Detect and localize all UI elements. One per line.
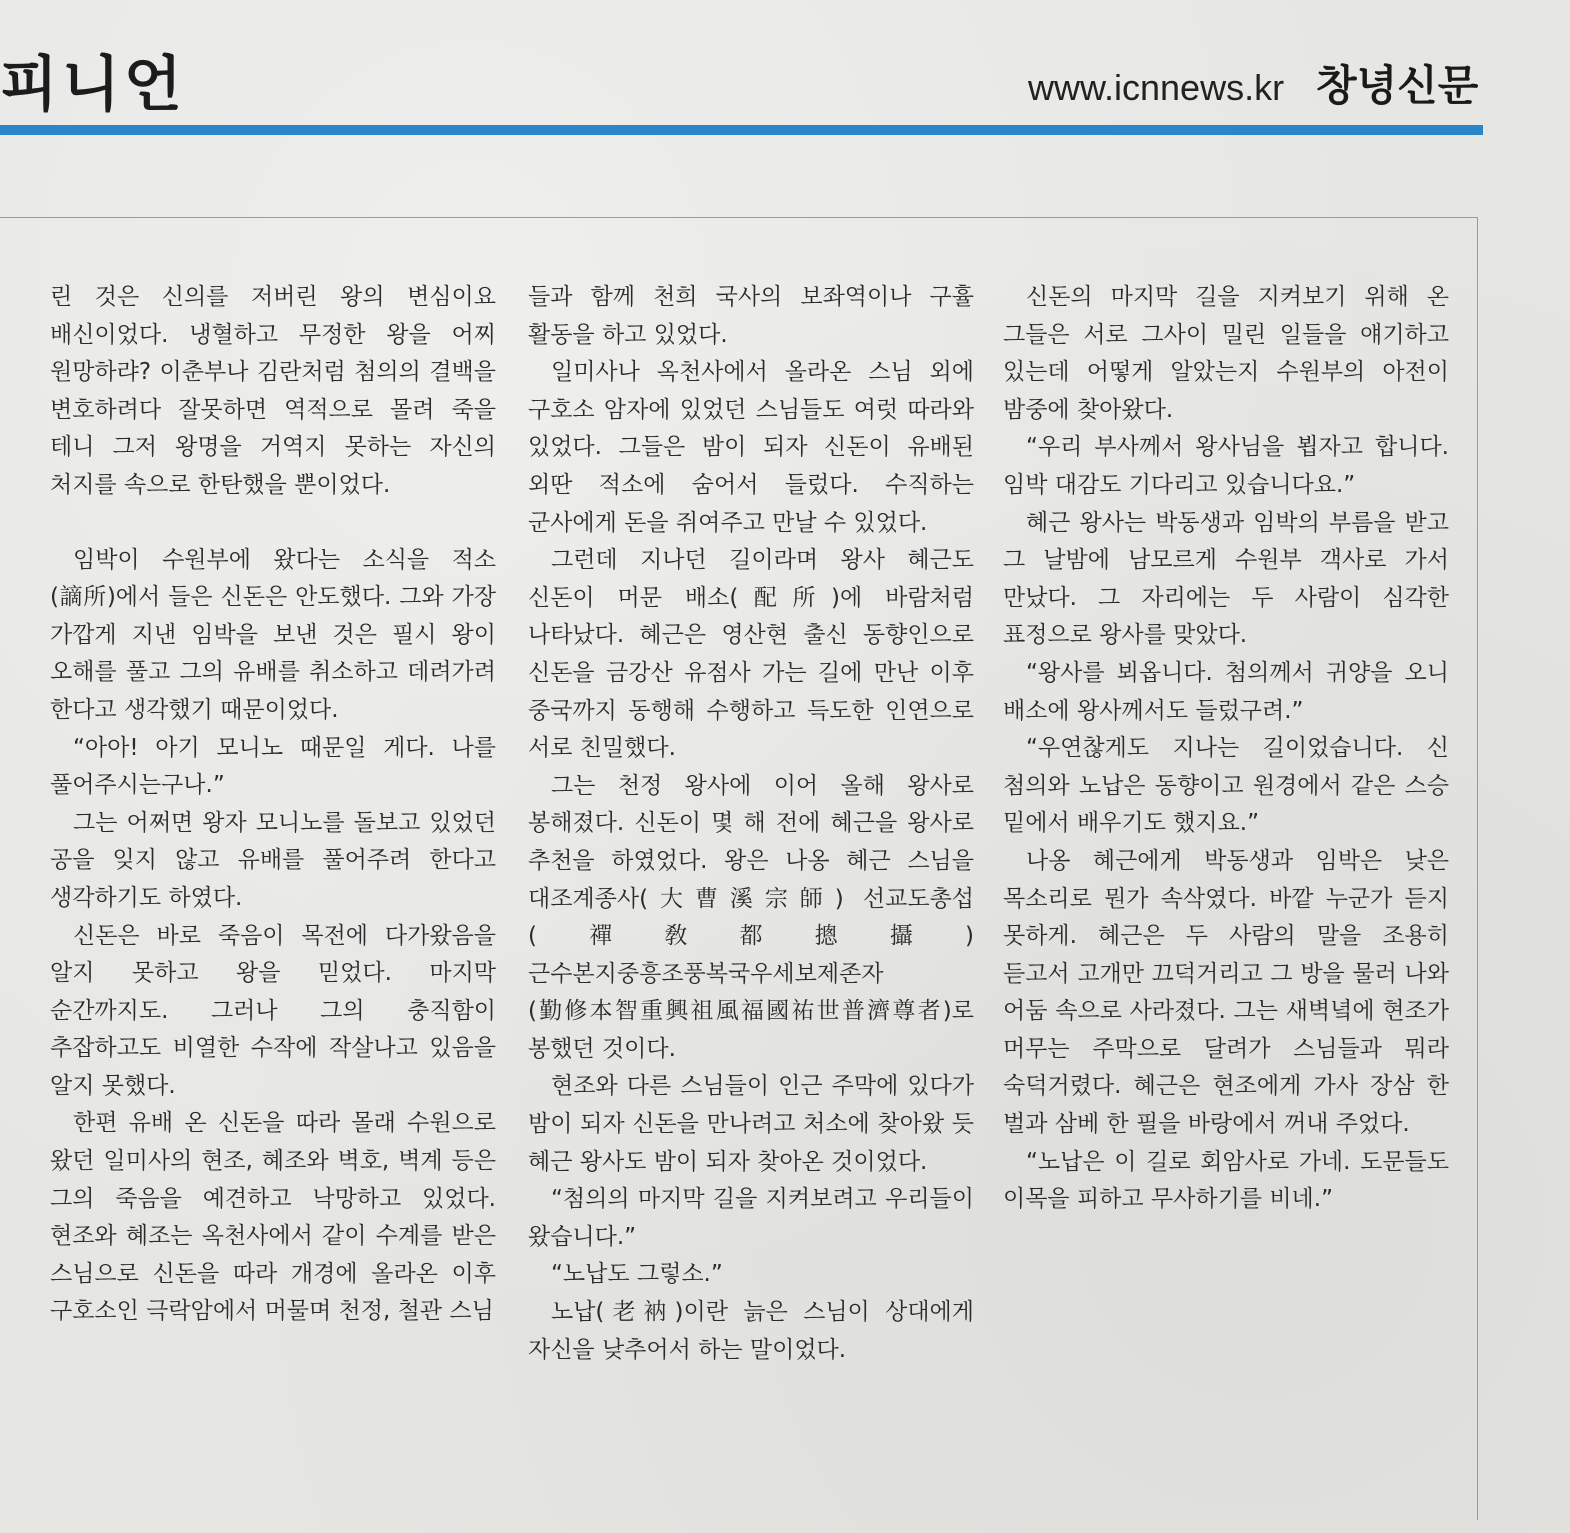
article-paragraph: 그런데 지나던 길이라며 왕사 혜근도 신돈이 머문 배소(配所)에 바람처럼 나타났다. 혜근은 영산현 출신 동향인으로 신돈을 금강산 유점사 가는 길에 만난 이후 중국까지 동행해 수행하고 득도한 인연으로 서로 친밀했다.	[528, 547, 974, 762]
header-rule	[0, 125, 1483, 135]
article-paragraph: “노납은 이 길로 회암사로 가네. 도문들도 이목을 피하고 무사하기를 비네.”	[1003, 1148, 1449, 1213]
article-paragraph: 들과 함께 천희 국사의 보좌역이나 구휼 활동을 하고 있었다.	[528, 284, 974, 348]
article-paragraph: 린 것은 신의를 저버린 왕의 변심이요 배신이었다. 냉혈하고 무정한 왕을 어찌 원망하랴? 이춘부나 김란처럼 첨의의 결백을 변호하려다 잘못하면 역적으로 몰려 죽을 테니 그저 왕명을 거역지 못하는 자신의 처지를 속으로 한탄했을 뿐이었다.	[50, 284, 496, 498]
article-paragraph: 그는 천정 왕사에 이어 올해 왕사로 봉해졌다. 신돈이 몇 해 전에 혜근을 왕사로 추천을 하였었다. 왕은 나옹 혜근 스님을 대조계종사(大曹溪宗師) 선교도총섭(禪敎都摠攝) 근수본지중흥조풍복국우세보제존자(勤修本智重興祖風福國祐世普濟尊者)로 봉했던 것이다.	[528, 772, 974, 1062]
article-paragraph: “우연찮게도 지나는 길이었습니다. 신 첨의와 노납은 동향이고 원경에서 같은 스승 밑에서 배우기도 했지요.”	[1003, 735, 1449, 837]
article-column-2	[528, 279, 974, 1369]
article-paragraph: 혜근 왕사는 박동생과 임박의 부름을 받고 그 날밤에 남모르게 수원부 객사로 가서 만났다. 그 자리에는 두 사람이 심각한 표정으로 왕사를 맞았다.	[1003, 509, 1449, 649]
article-paragraph: 나옹 혜근에게 박동생과 임박은 낮은 목소리로 뭔가 속삭였다. 바깥 누군가 듣지 못하게. 혜근은 두 사람의 말을 조용히 듣고서 고개만 끄덕거리고 그 방을 물러 나와 어둠 속으로 사라졌다. 그는 새벽녘에 현조가 머무는 주막으로 달려가 스님들과 뭐라 숙덕거렸다. 혜근은 현조에게 가사 장삼 한 벌과 삼베 한 필을 바랑에서 꺼내 주었다.	[1003, 847, 1449, 1138]
article-paragraph: 일미사나 옥천사에서 올라온 스님 외에 구호소 암자에 있었던 스님들도 여럿 따라와 있었다. 그들은 밤이 되자 신돈이 유배된 외딴 적소에 숨어서 들렀다. 수직하는 군사에게 돈을 쥐여주고 만날 수 있었다.	[528, 359, 974, 536]
article-paragraph: 현조와 다른 스님들이 인근 주막에 있다가 밤이 되자 신돈을 만나려고 처소에 찾아왔 듯 혜근 왕사도 밤이 되자 찾아온 것이었다.	[528, 1073, 974, 1175]
article-paragraph: 신돈은 바로 죽음이 목전에 다가왔음을 알지 못하고 왕을 믿었다. 마지막 순간까지도. 그러나 그의 충직함이 추잡하고도 비열한 수작에 작살나고 있음을 알지 못했다.	[50, 922, 496, 1099]
newspaper-name: 창녕신문	[1316, 61, 1479, 110]
article-paragraph: “왕사를 뵈옵니다. 첨의께서 귀양을 오니 배소에 왕사께서도 들렀구려.”	[1003, 659, 1449, 724]
article-paragraph: 노납(老衲)이란 늙은 스님이 상대에게 자신을 낮추어서 하는 말이었다.	[528, 1299, 974, 1363]
article-paragraph: “우리 부사께서 왕사님을 뵙자고 합니다. 임박 대감도 기다리고 있습니다요.”	[1003, 434, 1449, 498]
article-paragraph: 한편 유배 온 신돈을 따라 몰래 수원으로 왔던 일미사의 현조, 혜조와 벽호, 벽계 등은 그의 죽음을 예견하고 낙망하고 있었다. 현조와 혜조는 옥천사에서 같이 수계를 받은 스님으로 신돈을 따라 개경에 올라온 이후 구호소인 극락암에서 머물며 천정, 철관 스님	[50, 1110, 496, 1325]
site-url: www.icnnews.kr	[1028, 67, 1285, 108]
article-column-3	[1003, 279, 1449, 1219]
article-column-1	[50, 279, 496, 1331]
article-paragraph: “노납도 그렇소.”	[551, 1261, 723, 1288]
section-title: 피니언	[0, 50, 186, 120]
article-paragraph: 임박이 수원부에 왔다는 소식을 적소(謫所)에서 들은 신돈은 안도했다. 그와 가장 가깝게 지낸 임박을 보낸 것은 필시 왕이 오해를 풀고 그의 유배를 취소하고 데려가려 한다고 생각했기 때문이었다.	[50, 546, 496, 723]
article-paragraph: “아아! 아기 모니노 때문일 게다. 나를 풀어주시는구나.”	[50, 734, 496, 799]
article-paragraph: 신돈의 마지막 길을 지켜보기 위해 온 그들은 서로 그사이 밀린 일들을 얘기하고 있는데 어떻게 알았는지 수원부의 아전이 밤중에 찾아왔다.	[1003, 284, 1449, 423]
article-paragraph: “첨의의 마지막 길을 지켜보려고 우리들이 왔습니다.”	[528, 1186, 974, 1250]
article-paragraph: 그는 어쩌면 왕자 모니노를 돌보고 있었던 공을 잊지 않고 유배를 풀어주려 한다고 생각하기도 하였다.	[50, 809, 496, 911]
